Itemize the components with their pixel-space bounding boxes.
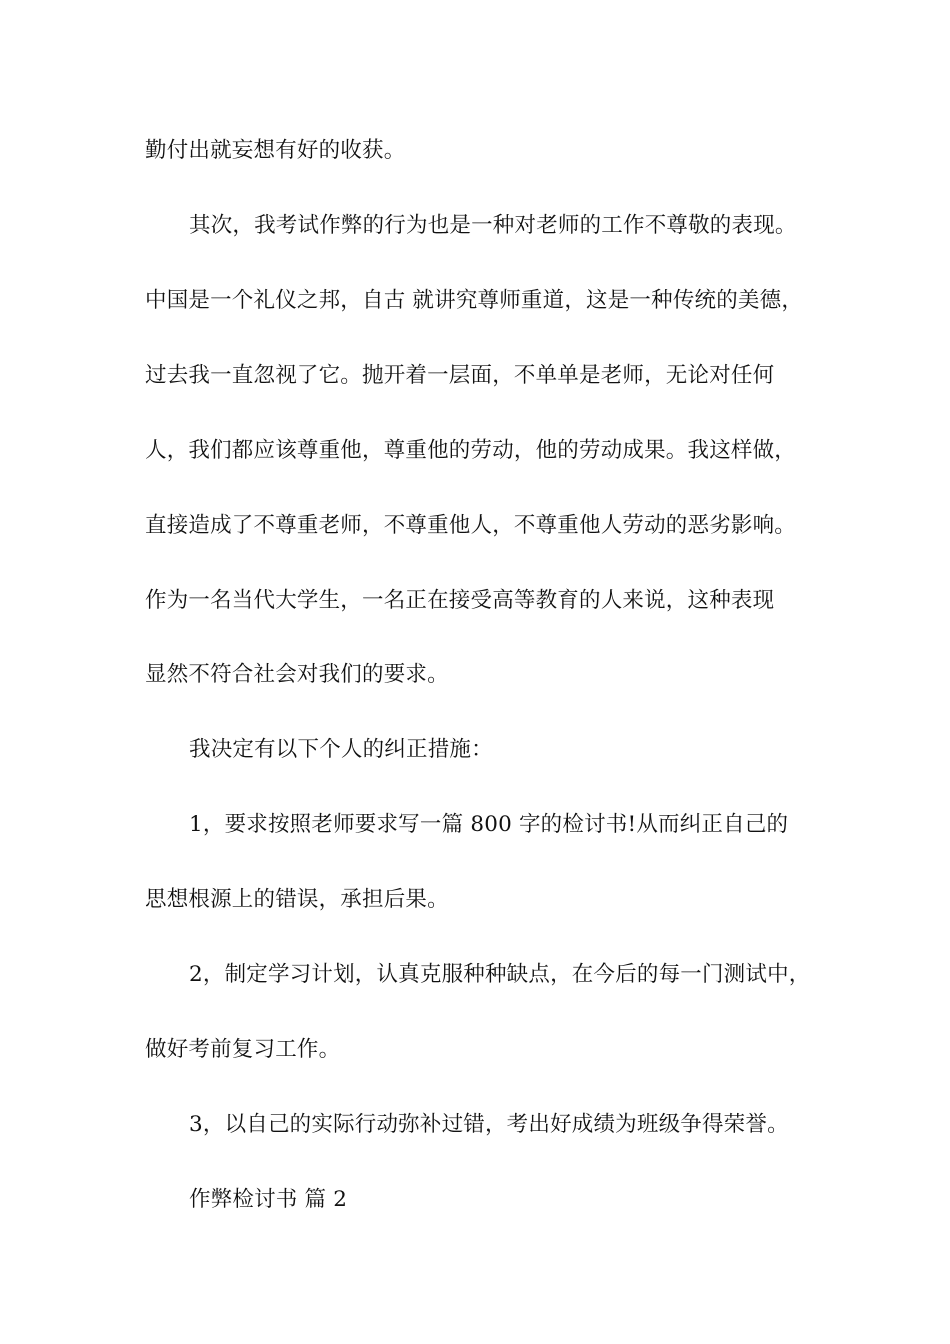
paragraph-line: 显然不符合社会对我们的要求。	[145, 662, 449, 687]
paragraph-line: 我决定有以下个人的纠正措施：	[189, 737, 493, 762]
paragraph-line: 做好考前复习工作。	[145, 1037, 341, 1062]
paragraph-line: 人，我们都应该尊重他，尊重他的劳动，他的劳动成果。我这样做，	[145, 438, 797, 463]
paragraph-line: 勤付出就妄想有好的收获。	[145, 138, 406, 163]
paragraph-line: 作为一名当代大学生，一名正在接受高等教育的人来说，这种表现	[145, 588, 775, 613]
paragraph-line: 直接造成了不尊重老师，不尊重他人，不尊重他人劳动的恶劣影响。	[145, 513, 797, 538]
paragraph-line: 其次，我考试作弊的行为也是一种对老师的工作不尊敬的表现。	[189, 213, 797, 238]
list-item-2: 2，制定学习计划，认真克服种种缺点，在今后的每一门测试中，	[189, 962, 811, 987]
paragraph-line: 中国是一个礼仪之邦，自古 就讲究尊师重道，这是一种传统的美德，	[145, 288, 804, 313]
section-heading: 作弊检讨书 篇 2	[189, 1187, 348, 1212]
list-item-1: 1，要求按照老师要求写一篇 800 字的检讨书!从而纠正自己的	[189, 812, 789, 837]
paragraph-line: 思想根源上的错误，承担后果。	[145, 887, 449, 912]
list-item-3: 3，以自己的实际行动弥补过错，考出好成绩为班级争得荣誉。	[189, 1112, 789, 1137]
paragraph-line: 过去我一直忽视了它。抛开着一层面，不单单是老师，无论对任何	[145, 363, 775, 388]
